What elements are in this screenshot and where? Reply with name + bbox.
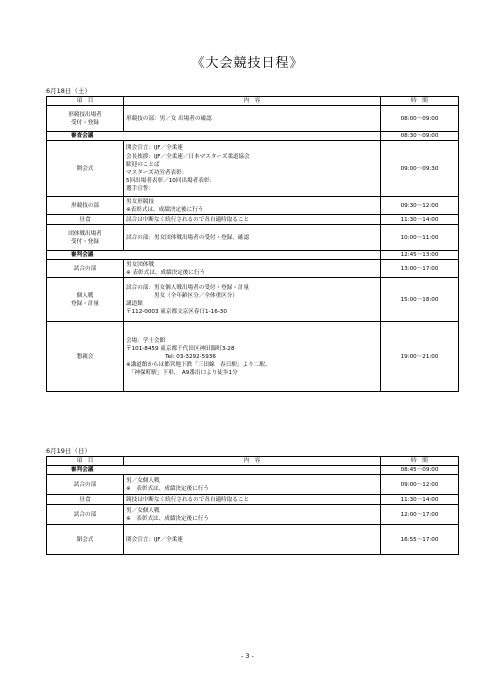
row-time-cell: 09:00〜12:00 <box>381 475 459 495</box>
table-row <box>47 278 459 322</box>
row-content-line: 講道館 <box>126 300 143 307</box>
row-time-cell: 12:00〜17:00 <box>381 505 459 525</box>
row-content-line: ※ 表彰式は、成績決定後に行う <box>126 269 206 276</box>
row-content-line: マスターズ功労者表彰： <box>126 169 188 176</box>
row-item-cell <box>47 106 124 132</box>
row-item-text: 個人戦 <box>76 292 94 299</box>
row-item-text: 閉会式 <box>76 536 94 543</box>
header-time: 時 間 <box>381 97 459 106</box>
row-content-line: ※ 表彰式は、成績決定後に行う <box>126 515 209 522</box>
row-content-cell <box>124 106 381 132</box>
table-row <box>47 260 459 278</box>
row-item-cell <box>47 260 124 278</box>
row-content-line: Tel: 03-3292-5936 <box>126 353 216 360</box>
row-content-line: ※講道館からは都営地下鉄「三田線 春日駅」より二駅、 <box>126 361 271 368</box>
row-content-line: 開会宣言：IJF／全柔連 <box>126 145 183 152</box>
row-content-line: 歓迎のことば <box>126 161 160 168</box>
table-row <box>47 466 459 475</box>
row-content-cell <box>124 141 381 197</box>
table-row <box>47 215 459 225</box>
row-content-line: 会場：学士会館 <box>126 337 166 344</box>
table-row <box>47 132 459 141</box>
day1-schedule-table <box>46 96 459 392</box>
row-time-cell: 16:55〜17:00 <box>381 525 459 555</box>
row-item-text: 受付・登録 <box>71 119 99 126</box>
row-content-cell <box>124 225 381 251</box>
page-title: 《大会競技日程》 <box>191 56 304 71</box>
row-item-cell <box>47 495 124 505</box>
row-content-line: ※ 表彰式は、成績決定後に行う <box>126 485 209 492</box>
table-row <box>47 251 459 260</box>
row-item-text: 開会式 <box>76 165 94 172</box>
row-content-line: 試合は中断なく続行されるので各自適時取ること <box>126 216 250 223</box>
table-row <box>47 106 459 132</box>
row-item-cell <box>47 132 381 141</box>
row-content-line: ※表彰式は、成績決定後に行う <box>126 206 204 213</box>
row-content-cell <box>124 525 381 555</box>
table-row <box>47 197 459 215</box>
table-row <box>47 225 459 251</box>
row-item-text: 昼食 <box>79 216 91 223</box>
row-content-line: 競技は中断なく続行されるので各自適時取ること <box>126 496 250 503</box>
row-time-cell: 12:45〜13:00 <box>381 251 459 260</box>
row-item-cell <box>47 322 124 392</box>
day2-date-label: 6月19日（日） <box>46 447 91 455</box>
row-content-line: 閉会宣言：IJF／全柔連 <box>126 536 183 543</box>
row-item-text: 試合の部 <box>73 511 97 518</box>
row-item-cell <box>47 525 124 555</box>
header-time: 時 間 <box>381 457 459 466</box>
row-item-cell <box>47 215 124 225</box>
row-item-text: 試合の部 <box>73 265 97 272</box>
row-time-cell: 10:00〜11:00 <box>381 225 459 251</box>
row-content-line: 形競技の部：男／女 出場者の確認 <box>126 115 212 122</box>
row-content-line: 5回出場者表彰／10回出場者表彰： <box>126 177 215 184</box>
row-item-text: 試合の部 <box>73 481 97 488</box>
day1-date-label: 6月18日（土） <box>46 87 91 95</box>
row-time-cell: 08:45〜09:00 <box>381 466 459 475</box>
table-row <box>47 322 459 392</box>
row-content-line: 男女形競技 <box>126 198 154 205</box>
row-item-text: 形競技の部 <box>71 202 99 209</box>
row-item-cell <box>47 251 381 260</box>
row-content-cell <box>124 322 381 392</box>
row-content-line: 会長挨拶：IJF／全柔連／日本マスターズ柔道協会 <box>126 153 250 160</box>
day2-schedule-table <box>46 456 459 555</box>
page-number: - 3 - <box>241 652 254 660</box>
row-content-cell <box>124 475 381 495</box>
row-item-text: 懇親会 <box>76 353 94 360</box>
row-content-line: 男／女個人戦 <box>126 477 160 484</box>
row-time-cell: 09:00〜09:30 <box>381 141 459 197</box>
row-item-text: 登録・計量 <box>71 300 99 307</box>
row-item-text: 昼食 <box>79 496 91 503</box>
table-row <box>47 525 459 555</box>
header-content: 内 容 <box>124 97 381 106</box>
row-content-line: 男女団体戦 <box>126 261 154 268</box>
row-item-text: 審判会議 <box>71 467 94 474</box>
row-item-text: 受付・登録 <box>71 238 99 245</box>
row-item-text: 審査会議 <box>71 133 94 140</box>
table-row <box>47 495 459 505</box>
row-item-text: 団体戦出場者 <box>68 230 102 237</box>
row-time-cell: 11:30〜14:00 <box>381 215 459 225</box>
row-content-line: 試合の部：男女個人戦出場者の受付・登録・計量 <box>126 284 250 291</box>
row-content-line: 〒101-8459 東京都千代田区神田錦町3-28 <box>126 345 235 352</box>
row-time-cell: 19:00〜21:00 <box>381 322 459 392</box>
table-header-row <box>47 457 459 466</box>
row-content-cell <box>124 278 381 322</box>
header-content: 内 容 <box>124 457 381 466</box>
row-content-line: 試合の部：男女団体戦出場者の受付・登録、確認 <box>126 234 250 241</box>
row-item-text: 形競技出場者 <box>68 111 102 118</box>
row-item-cell <box>47 475 124 495</box>
row-content-line: 〒112-0003 東京都文京区春日1-16-30 <box>126 308 227 315</box>
row-content-cell <box>124 260 381 278</box>
row-time-cell: 15:00〜18:00 <box>381 278 459 322</box>
row-time-cell: 09:30〜12:00 <box>381 197 459 215</box>
row-item-cell <box>47 141 124 197</box>
row-content-cell <box>124 197 381 215</box>
table-row <box>47 505 459 525</box>
row-content-cell <box>124 505 381 525</box>
row-time-cell: 11:30〜14:00 <box>381 495 459 505</box>
row-item-cell <box>47 505 124 525</box>
row-content-cell <box>124 495 381 505</box>
table-header-row <box>47 97 459 106</box>
row-content-line: 男／女個人戦 <box>126 507 160 514</box>
row-item-cell <box>47 225 124 251</box>
row-content-line: 選手宣誓： <box>126 185 154 192</box>
row-content-line: 「神保町駅」下車、 A9番出口より徒歩1分 <box>126 369 238 376</box>
row-item-cell <box>47 197 124 215</box>
row-item-cell <box>47 466 381 475</box>
row-item-text: 審判会議 <box>71 252 94 259</box>
table-row <box>47 141 459 197</box>
row-time-cell: 13:00〜17:00 <box>381 260 459 278</box>
header-item: 項 目 <box>47 97 124 106</box>
table-row <box>47 475 459 495</box>
row-item-cell <box>47 278 124 322</box>
row-time-cell: 08:00〜09:00 <box>381 106 459 132</box>
row-content-cell <box>124 215 381 225</box>
row-content-line: 男女（全年齢区分／全体重区分） <box>126 292 238 299</box>
header-item: 項 目 <box>47 457 124 466</box>
row-time-cell: 08:30〜09:00 <box>381 132 459 141</box>
